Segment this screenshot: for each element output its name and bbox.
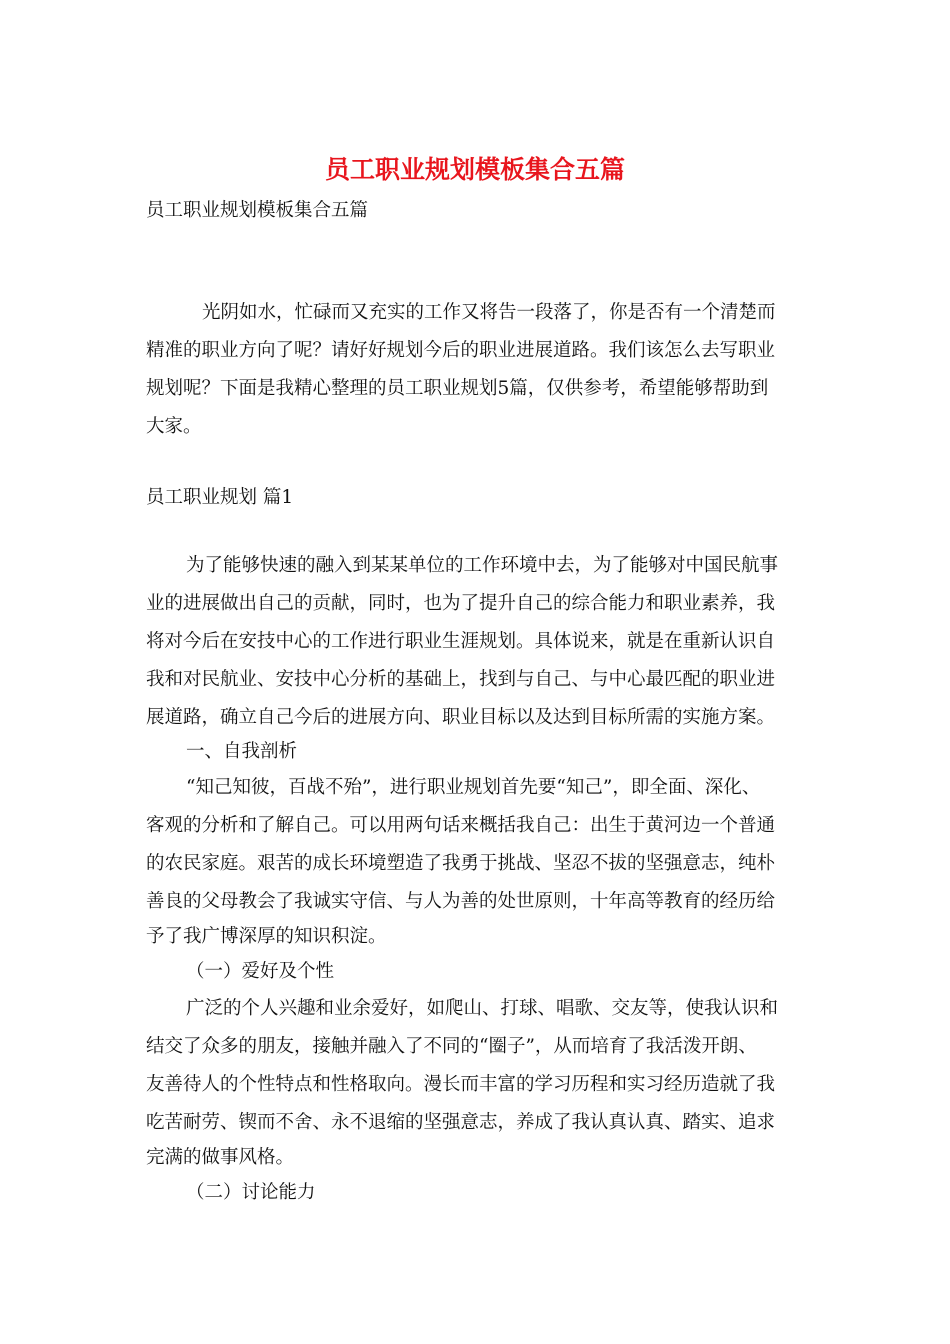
paragraph-line: 完满的做事风格。 [146,1147,295,1168]
subheading-discussion: （二）讨论能力 [186,1182,316,1203]
paragraph-line: 结交了众多的朋友，接触并融入了不同的“圈子”，从而培育了我活泼开朗、 [146,1036,757,1057]
page-title: 员工职业规划模板集合五篇 [324,155,625,184]
intro-line: 规划呢？下面是我精心整理的员工职业规划5篇，仅供参考，希望能够帮助到 [146,378,769,399]
paragraph-line: 客观的分析和了解自己。可以用两句话来概括我自己：出生于黄河边一个普通 [146,815,776,836]
paragraph-line: “知己知彼，百战不殆”，进行职业规划首先要“知己”，即全面、深化、 [186,777,761,798]
paragraph-line: 将对今后在安技中心的工作进行职业生涯规划。具体说来，就是在重新认识自 [146,631,776,652]
paragraph-line: 我和对民航业、安技中心分析的基础上，找到与自己、与中心最匹配的职业进 [146,669,776,690]
paragraph-line: 业的进展做出自己的贡献，同时，也为了提升自己的综合能力和职业素养，我 [146,593,776,614]
paragraph-line: 吃苦耐劳、锲而不舍、永不退缩的坚强意志，养成了我认真认真、踏实、追求 [146,1112,776,1133]
paragraph-line: 广泛的个人兴趣和业余爱好，如爬山、打球、唱歌、交友等，使我认识和 [186,998,779,1019]
paragraph-line: 友善待人的个性特点和性格取向。漫长而丰富的学习历程和实习经历造就了我 [146,1074,776,1095]
subheading-self-analysis: 一、自我剖析 [186,741,298,762]
paragraph-line: 予了我广博深厚的知识积淀。 [146,926,387,947]
paragraph-line: 的农民家庭。艰苦的成长环境塑造了我勇于挑战、坚忍不拔的坚强意志，纯朴 [146,853,776,874]
subtitle: 员工职业规划模板集合五篇 [146,200,369,221]
intro-line: 大家。 [146,416,202,437]
paragraph-line: 为了能够快速的融入到某某单位的工作环境中去，为了能够对中国民航事 [186,555,779,576]
paragraph-line: 展道路，确立自己今后的进展方向、职业目标以及达到目标所需的实施方案。 [146,707,776,728]
subheading-hobby: （一）爱好及个性 [186,961,335,982]
paragraph-line: 善良的父母教会了我诚实守信、与人为善的处世原则，十年高等教育的经历给 [146,891,776,912]
intro-line: 精准的职业方向了呢？请好好规划今后的职业进展道路。我们该怎么去写职业 [146,340,776,361]
section-heading: 员工职业规划 篇1 [146,487,294,508]
intro-line: 光阴如水，忙碌而又充实的工作又将告一段落了，你是否有一个清楚而 [202,302,776,323]
